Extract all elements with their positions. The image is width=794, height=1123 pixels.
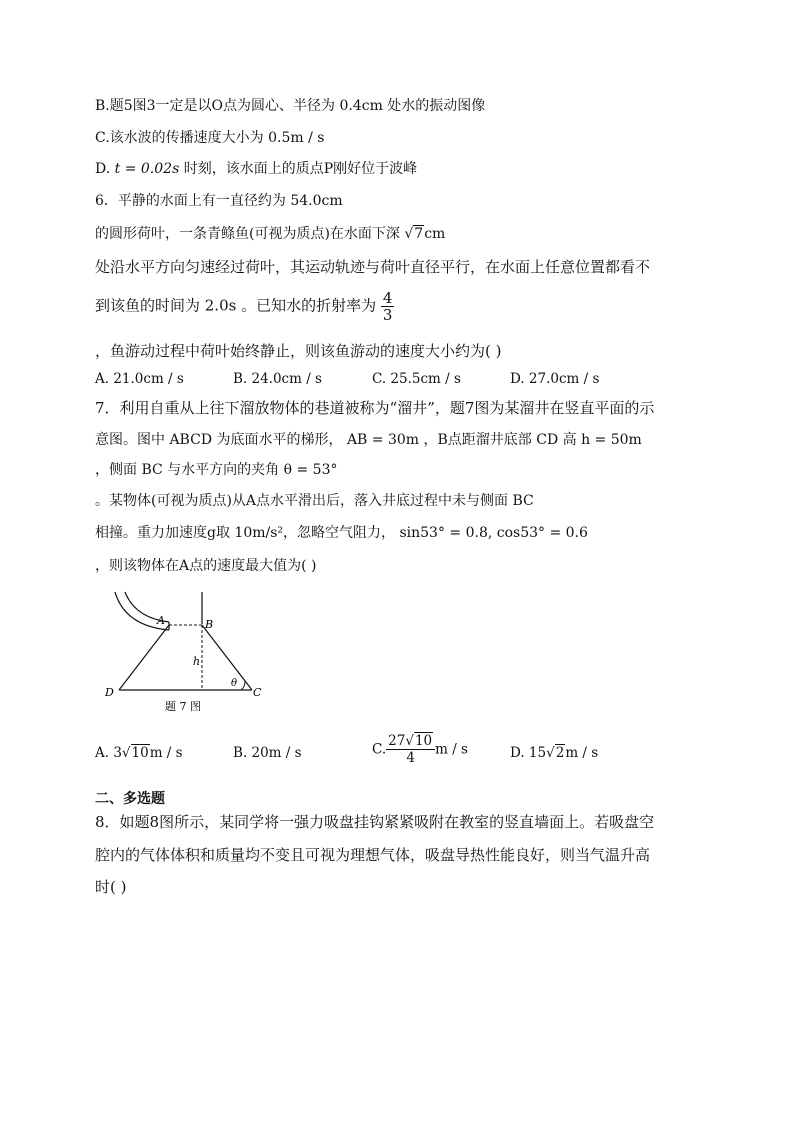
- q7-line-5: 相撞。重力加速度g取 10m/s²，忽略空气阻力， sin53° = 0.8, cos53° = 0.6: [95, 525, 588, 541]
- label-a: A: [157, 614, 165, 627]
- q7-line-3: ，侧面 BC 与水平方向的夹角 θ = 53°: [95, 462, 338, 478]
- q7-option-c-fraction: $\frac{27√10}{4}$: [386, 733, 435, 766]
- q6-line-2-text: 的圆形荷叶，一条青鲦鱼(可视为质点)在水面下深: [95, 226, 405, 242]
- label-h: h: [193, 655, 201, 668]
- q7-option-a: A. 3√10m / s: [95, 745, 183, 761]
- q7-figure: [95, 588, 275, 718]
- q7-line-6: ，则该物体在A点的速度最大值为( ): [95, 558, 317, 574]
- q6-option-a: A. 21.0cm / s: [95, 371, 184, 387]
- q5-option-d-prefix: D.: [95, 161, 111, 177]
- label-d: D: [105, 686, 114, 699]
- side-ad: [119, 625, 169, 690]
- q5-option-d-text: 时刻，该水面上的质点P刚好位于波峰: [183, 161, 418, 177]
- q5-option-d-time: t = 0.02s: [114, 161, 180, 177]
- q6-option-c: C. 25.5cm / s: [372, 371, 461, 387]
- q6-refractive-index: $\frac{4}{3}$: [382, 289, 393, 324]
- q6-option-d: D. 27.0cm / s: [510, 371, 600, 387]
- q7-option-a-sqrt: √10: [121, 745, 149, 761]
- q8-line-1: 8．如题8图所示，某同学将一强力吸盘挂钩紧紧吸附在教室的竖直墙面上。若吸盘空: [95, 813, 655, 831]
- q8-line-2: 腔内的气体体积和质量均不变且可视为理想气体，吸盘导热性能良好，则当气温升高: [95, 846, 651, 864]
- q6-line-1: 6．平静的水面上有一直径约为 54.0cm: [95, 193, 343, 209]
- q5-option-d: [95, 159, 417, 179]
- q7-line-4: 。某物体(可视为质点)从A点水平滑出后，落入井底过程中未与侧面 BC: [95, 493, 534, 509]
- q6-line-4: [95, 290, 394, 323]
- q7-option-d-sqrt: √2: [546, 745, 565, 761]
- label-theta: θ: [231, 678, 238, 689]
- figure-caption: 题 7 图: [165, 700, 201, 713]
- label-c: C: [253, 686, 262, 699]
- angle-theta-arc: [241, 681, 245, 690]
- q7-line-2: 意图。图中 ABCD 为底面水平的梯形， AB = 30m ，B点距溜井底部 CD 高 h = 50m: [95, 432, 642, 448]
- q5-option-c: C.该水波的传播速度大小为 0.5m / s: [95, 130, 325, 146]
- q8-line-3: 时( ): [95, 878, 127, 896]
- q6-line-2: [95, 224, 445, 244]
- q6-option-b: B. 24.0cm / s: [233, 371, 322, 387]
- side-bc: [202, 625, 252, 690]
- q6-line-4-text: 到该鱼的时间为 2.0s 。已知水的折射率为: [95, 296, 381, 315]
- q7-option-c: C. $\frac{27√10}{4}$ m / s: [372, 733, 468, 766]
- q7-option-b: B. 20m / s: [233, 745, 302, 761]
- section-heading-multiple-choice: 二、多选题: [95, 791, 165, 807]
- q6-sqrt: √7: [404, 226, 424, 242]
- label-b: B: [205, 618, 214, 631]
- q6-line-3: 处沿水平方向匀速经过荷叶，其运动轨迹与荷叶直径平行，在水面上任意位置都看不: [95, 258, 651, 276]
- q7-line-1: 7．利用自重从上往下溜放物体的巷道被称为“溜井”，题7图为某溜井在竖直平面的示: [95, 399, 655, 417]
- q7-option-d: D. 15√2m / s: [510, 745, 599, 761]
- q6-line-2-unit: cm: [424, 226, 446, 242]
- q6-line-5: ，鱼游动过程中荷叶始终静止，则该鱼游动的速度大小约为( ): [95, 342, 502, 360]
- q5-option-b: B.题5图3一定是以O点为圆心、半径为 0.4cm 处水的振动图像: [95, 98, 486, 114]
